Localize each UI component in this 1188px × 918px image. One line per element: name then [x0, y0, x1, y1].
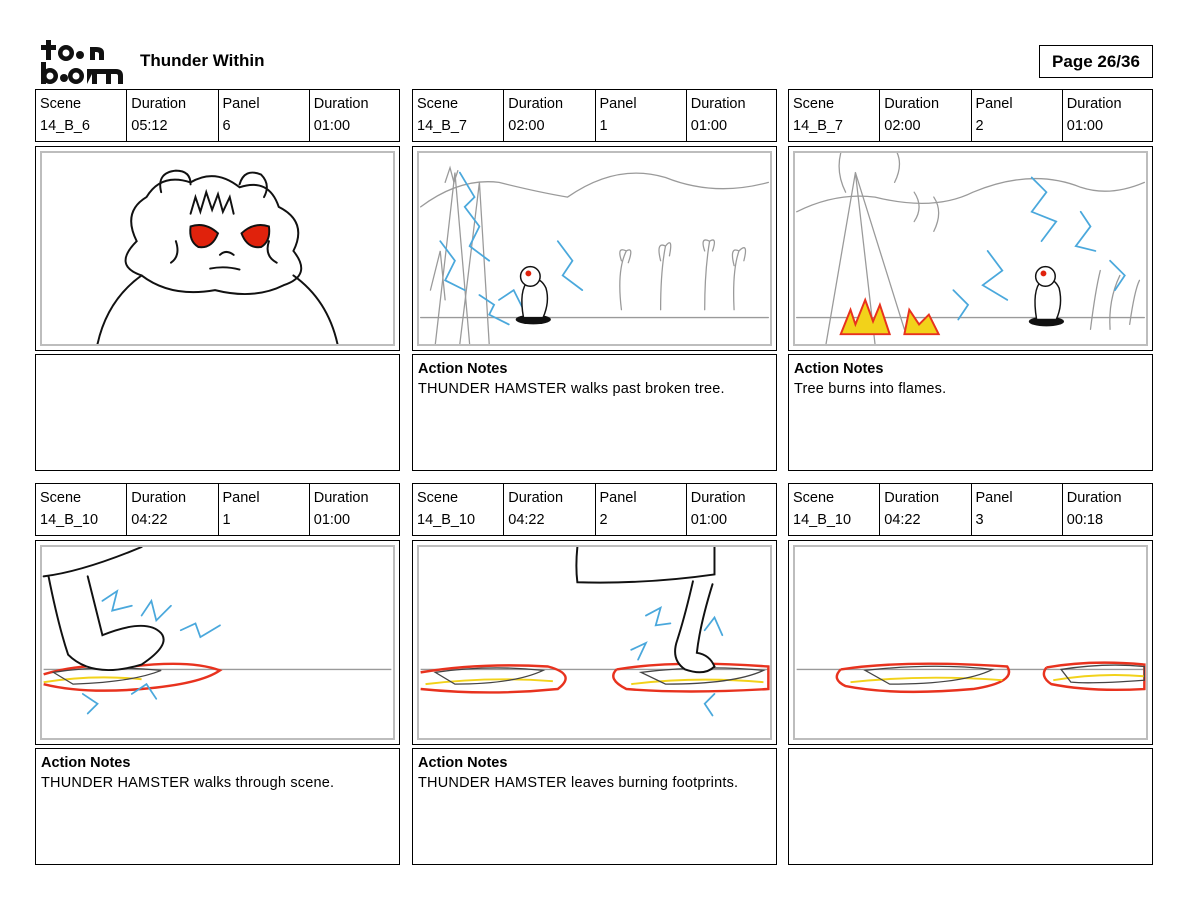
- scene-duration-cell: [127, 90, 218, 141]
- panel-label: Panel: [599, 96, 637, 112]
- scene-duration-cell: [880, 90, 971, 141]
- action-notes-title: Action Notes: [41, 755, 131, 771]
- scene-duration-value: 04:22: [884, 512, 921, 528]
- scene-value: 14_B_7: [417, 118, 467, 134]
- scene-duration-cell: [504, 90, 595, 141]
- panel-duration-value: 01:00: [690, 512, 728, 528]
- duration-label: Duration: [690, 490, 746, 506]
- panel-label: Panel: [975, 96, 1013, 112]
- panel-info-table: [788, 483, 1153, 536]
- duration-label: Duration: [508, 96, 564, 112]
- action-notes-box: [35, 748, 400, 865]
- panel-duration-cell: [1063, 90, 1154, 141]
- scene-label: Scene: [40, 96, 82, 112]
- action-notes-text: Tree burns into flames.: [794, 381, 947, 397]
- duration-label: Duration: [1066, 490, 1122, 506]
- panel-label: Panel: [975, 490, 1013, 506]
- scene-duration-cell: [504, 484, 595, 535]
- scene-label: Scene: [40, 490, 82, 506]
- action-notes-title: Action Notes: [418, 361, 508, 377]
- panel-image-frame: [788, 540, 1153, 745]
- scene-duration-value: 04:22: [131, 512, 168, 528]
- action-notes-box: [35, 354, 400, 471]
- panel-info-table: [788, 89, 1153, 142]
- scene-cell: [789, 484, 880, 535]
- scene-duration-value: 02:00: [508, 118, 545, 134]
- panel-value: 6: [222, 118, 231, 134]
- panel-value: 2: [975, 118, 984, 134]
- panel-duration-cell: [310, 484, 401, 535]
- panel-duration-value: 01:00: [1066, 118, 1104, 134]
- panel-duration-value: 01:00: [313, 118, 351, 134]
- panel-image-frame: [412, 146, 777, 351]
- scene-cell: [789, 90, 880, 141]
- scene-value: 14_B_10: [40, 512, 99, 528]
- duration-label: Duration: [313, 96, 369, 112]
- action-notes-title: Action Notes: [794, 361, 884, 377]
- footprints-left-behind-sketch: [795, 547, 1146, 738]
- duration-label: Duration: [131, 490, 187, 506]
- panel-value: 2: [599, 512, 608, 528]
- scene-label: Scene: [793, 96, 835, 112]
- panel-info-table: [35, 89, 400, 142]
- panel-duration-cell: [687, 484, 778, 535]
- panel-label: Panel: [222, 96, 260, 112]
- hamster-foot-step-sketch: [42, 547, 393, 738]
- scene-cell: [413, 484, 504, 535]
- panel-value: 1: [599, 118, 608, 134]
- action-notes-title: Action Notes: [418, 755, 508, 771]
- scene-duration-cell: [880, 484, 971, 535]
- toon-boom-logo: [38, 38, 128, 86]
- scene-value: 14_B_10: [793, 512, 852, 528]
- panel-info-table: [412, 89, 777, 142]
- scene-value: 14_B_6: [40, 118, 90, 134]
- panel-image-frame: [412, 540, 777, 745]
- panel-cell: [972, 484, 1063, 535]
- duration-label: Duration: [313, 490, 369, 506]
- duration-label: Duration: [884, 490, 940, 506]
- scene-value: 14_B_7: [793, 118, 843, 134]
- panel-cell: [219, 484, 310, 535]
- burning-footprints-sketch: [419, 547, 770, 738]
- scene-cell: [36, 90, 127, 141]
- panel-image-frame: [35, 146, 400, 351]
- scene-cell: [36, 484, 127, 535]
- angry-hamster-closeup-sketch: [42, 153, 393, 344]
- tree-burning-sketch: [795, 153, 1146, 344]
- action-notes-text: THUNDER HAMSTER leaves burning footprints.: [418, 775, 739, 791]
- panel-duration-value: 01:00: [690, 118, 728, 134]
- panel-duration-value: 00:18: [1066, 512, 1104, 528]
- scene-label: Scene: [417, 490, 459, 506]
- panel-duration-value: 01:00: [313, 512, 351, 528]
- action-notes-box: [412, 354, 777, 471]
- action-notes-text: THUNDER HAMSTER walks through scene.: [41, 775, 335, 791]
- scene-duration-value: 05:12: [131, 118, 168, 134]
- scene-label: Scene: [793, 490, 835, 506]
- panel-duration-cell: [310, 90, 401, 141]
- action-notes-box: [788, 748, 1153, 865]
- action-notes-box: [788, 354, 1153, 471]
- scene-duration-value: 02:00: [884, 118, 921, 134]
- panel-value: 3: [975, 512, 984, 528]
- panel-label: Panel: [599, 490, 637, 506]
- panel-duration-cell: [1063, 484, 1154, 535]
- scene-value: 14_B_10: [417, 512, 476, 528]
- panel-image-frame: [35, 540, 400, 745]
- scene-duration-cell: [127, 484, 218, 535]
- duration-label: Duration: [884, 96, 940, 112]
- scene-label: Scene: [417, 96, 459, 112]
- action-notes-box: [412, 748, 777, 865]
- panel-cell: [972, 90, 1063, 141]
- panel-image-frame: [788, 146, 1153, 351]
- panel-label: Panel: [222, 490, 260, 506]
- page-indicator: Page 26/36: [1039, 45, 1153, 78]
- duration-label: Duration: [508, 490, 564, 506]
- panel-cell: [219, 90, 310, 141]
- duration-label: Duration: [131, 96, 187, 112]
- panel-info-table: [412, 483, 777, 536]
- scene-cell: [413, 90, 504, 141]
- scene-duration-value: 04:22: [508, 512, 545, 528]
- duration-label: Duration: [1066, 96, 1122, 112]
- panel-cell: [596, 90, 687, 141]
- document-title: Thunder Within: [140, 51, 265, 70]
- panel-cell: [596, 484, 687, 535]
- panel-info-table: [35, 483, 400, 536]
- duration-label: Duration: [690, 96, 746, 112]
- panel-value: 1: [222, 512, 231, 528]
- panel-duration-cell: [687, 90, 778, 141]
- hamster-past-broken-tree-sketch: [419, 153, 770, 344]
- action-notes-text: THUNDER HAMSTER walks past broken tree.: [418, 381, 725, 397]
